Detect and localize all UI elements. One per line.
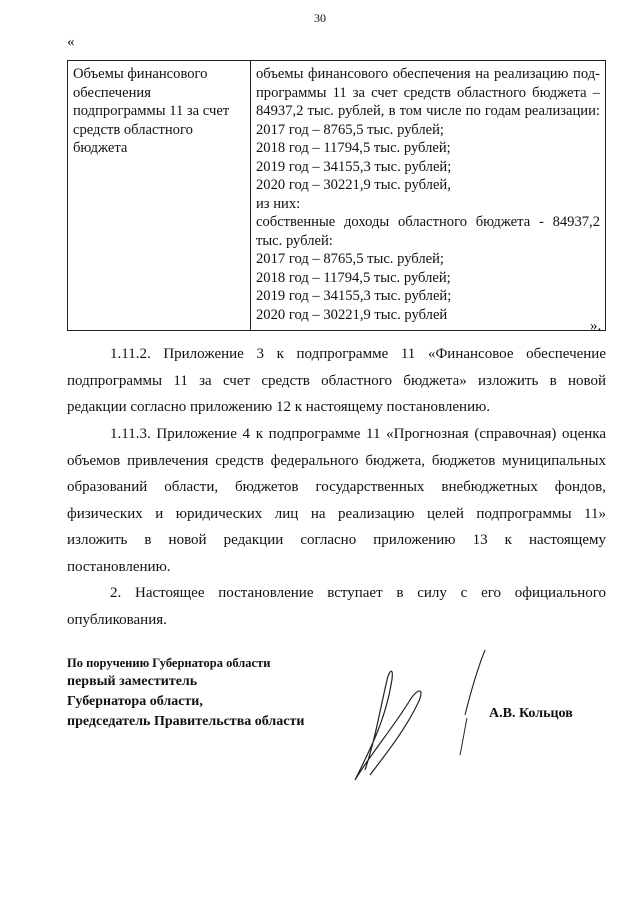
paragraph-line: 1.11.3. Приложение 4 к подпрограмме 11 «Прогнозная (справочная) оценка [110,426,606,442]
signer-name: А.В. Кольцов [489,706,573,721]
content-line: 84937,2 тыс. рублей, в том числе по годам реализации: [256,103,600,119]
year-amount-line: 2017 год – 8765,5 тыс. рублей; [256,121,444,138]
handwritten-signature-mark [325,640,495,790]
label-line: подпрограммы 11 за счет [73,103,230,119]
paragraph-1-11-3 [67,421,606,580]
paragraph-line: 1.11.2. Приложение 3 к подпрограмме 11 «Финансовое обеспечение [110,346,606,362]
paragraph-line: опубликования. [67,611,167,628]
financing-table [67,60,606,331]
paragraph-line: физических и юридических лиц на реализацию целей подпрограммы 11» [67,505,606,522]
table-content-cell [251,61,606,331]
content-line: объемы финансового обеспечения на реализацию под- [256,66,600,82]
paragraph-line: редакции согласно приложению 12 к настоящему постановлению. [67,399,491,415]
signature-title-line: первый заместитель [67,674,198,689]
paragraph-line: постановлению. [67,558,171,575]
year-amount-line: 2017 год – 8765,5 тыс. рублей; [256,251,444,267]
paragraph-line: изложить в новой редакции согласно приложению 13 к настоящему [67,532,606,548]
label-line: обеспечения [73,84,151,101]
table-label-cell [68,61,251,331]
year-amount-line: 2018 год – 11794,5 тыс. рублей; [256,140,451,156]
paragraph-line: объемов привлечения средств федерального бюджета, бюджетов муниципальных [67,452,606,469]
close-quote: ». [590,318,602,334]
year-amount-line: 2020 год – 30221,9 тыс. рублей [256,306,448,323]
year-amount-line: 2018 год – 11794,5 тыс. рублей; [256,269,451,286]
content-line: программы 11 за счет средств областного бюджета – [256,84,600,101]
signature-title-line: По поручению Губернатора области [67,656,271,670]
paragraph-line: образований области, бюджетов государственных внебюджетных фондов, [67,479,606,495]
label-line: бюджета [73,140,128,156]
table-row [68,61,606,331]
year-amount-line: 2019 год – 34155,3 тыс. рублей; [256,288,452,304]
year-amount-line: 2020 год – 30221,9 тыс. рублей, [256,177,451,193]
label-line: средств областного [73,121,193,138]
signature-title-line: Губернатора области, [67,694,203,709]
open-quote: « [67,34,75,50]
content-line: тыс. рублей: [256,232,333,249]
content-line: собственные доходы областного бюджета - 84937,2 [256,214,600,230]
page-number: 30 [314,11,326,25]
content-line: из них: [256,195,301,212]
label-line: Объемы финансового [73,66,208,82]
paragraph-line: 2. Настоящее постановление вступает в силу с его официального [110,585,606,601]
paragraph-2 [67,580,606,633]
signature-title-line: председатель Правительства области [67,714,305,729]
paragraph-1-11-2 [67,341,606,421]
paragraph-line: подпрограммы 11 за счет средств областного бюджета» изложить в новой [67,372,606,389]
signature-title-block [67,655,304,732]
year-amount-line: 2019 год – 34155,3 тыс. рублей; [256,158,452,175]
